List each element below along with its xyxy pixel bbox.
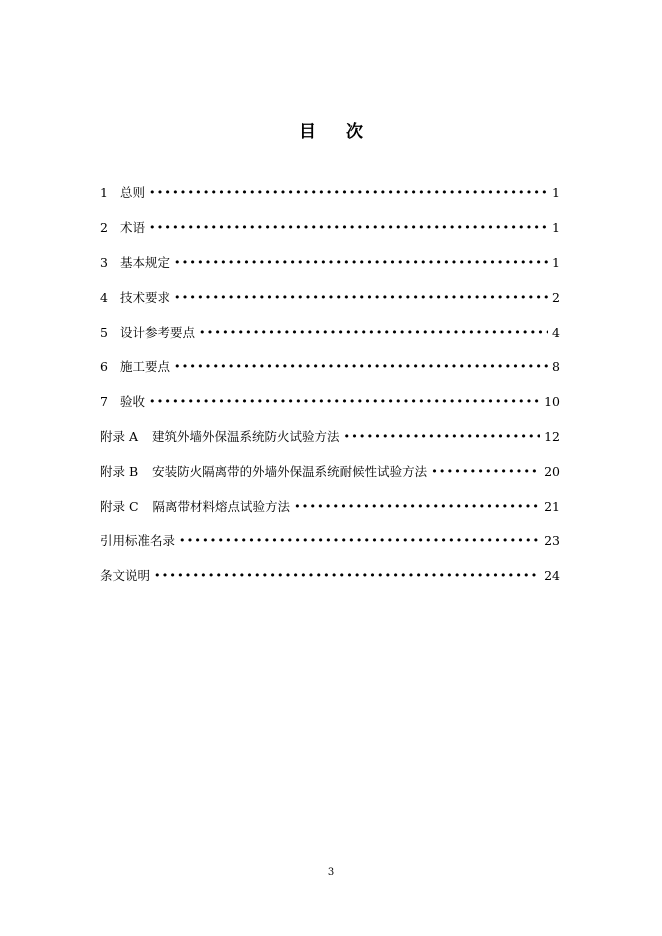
- toc-entry-page: 21: [544, 498, 560, 514]
- toc-entry-label: [100, 358, 170, 376]
- toc-entry-number: 附录 A: [100, 428, 139, 444]
- toc-entry-appendix-b[interactable]: [100, 454, 560, 489]
- toc-entry-text: 施工要点: [120, 359, 171, 375]
- toc-entry-3[interactable]: [100, 246, 560, 281]
- toc-entry-text: 建筑外墙外保温系统防火试验方法: [152, 428, 340, 444]
- toc-entry-text: 条文说明: [100, 568, 151, 584]
- toc-entry-number: 6: [100, 359, 108, 375]
- toc-entry-text: 验收: [120, 394, 146, 410]
- toc-entry-label: [100, 498, 290, 516]
- dot-leader: [174, 358, 548, 376]
- dot-leader: [149, 393, 540, 411]
- toc-entry-label: [100, 184, 145, 202]
- dot-leader: [344, 428, 541, 446]
- toc-entry-text: 总则: [120, 185, 146, 201]
- dot-leader: [149, 184, 548, 202]
- toc-entry-page: 12: [544, 428, 560, 444]
- toc-entry-appendix-c[interactable]: [100, 489, 560, 524]
- dot-leader: [294, 498, 540, 516]
- toc-entry-4[interactable]: [100, 280, 560, 315]
- toc-entry-5[interactable]: [100, 315, 560, 350]
- toc-entry-number: 附录 B: [100, 463, 139, 479]
- dot-leader: [431, 463, 540, 481]
- toc-entry-label: [100, 532, 175, 550]
- toc-entry-text: 技术要求: [120, 289, 171, 305]
- toc-entry-text: 设计参考要点: [120, 324, 196, 340]
- toc-entry-text: 基本规定: [120, 254, 171, 270]
- toc-entry-label: [100, 428, 340, 446]
- toc-entry-label: [100, 254, 170, 272]
- toc-entry-7[interactable]: [100, 385, 560, 420]
- toc-entry-page: 10: [544, 394, 560, 410]
- toc-entry-text: 引用标准名录: [100, 533, 176, 549]
- toc-entry-label: [100, 567, 150, 585]
- dot-leader: [199, 324, 548, 342]
- dot-leader: [174, 289, 548, 307]
- toc-entry-2[interactable]: [100, 211, 560, 246]
- toc-entry-number: 3: [100, 254, 108, 270]
- toc-entry-label: [100, 324, 195, 342]
- toc-entry-page: 8: [552, 359, 560, 375]
- toc-entry-label: [100, 463, 427, 481]
- toc-entry-label: [100, 219, 145, 237]
- toc-entry-number: 4: [100, 289, 108, 305]
- toc-entry-page: 4: [552, 324, 560, 340]
- toc-entry-page: 1: [552, 220, 560, 236]
- toc-entry-explanation[interactable]: [100, 559, 560, 594]
- toc-entry-number: 7: [100, 394, 108, 410]
- dot-leader: [174, 254, 548, 272]
- dot-leader: [154, 567, 540, 585]
- toc-entry-1[interactable]: [100, 176, 560, 211]
- toc-entry-number: 2: [100, 220, 108, 236]
- toc-entry-number: 1: [100, 185, 108, 201]
- toc-entry-6[interactable]: [100, 350, 560, 385]
- toc-entry-text: 术语: [120, 220, 146, 236]
- toc-entry-text: 安装防火隔离带的外墙外保温系统耐候性试验方法: [152, 463, 428, 479]
- table-of-contents: [100, 176, 560, 594]
- toc-entry-page: 1: [552, 254, 560, 270]
- toc-entry-label: [100, 289, 170, 307]
- dot-leader: [179, 532, 540, 550]
- toc-entry-appendix-a[interactable]: [100, 420, 560, 455]
- toc-entry-referenced-standards[interactable]: [100, 524, 560, 559]
- toc-entry-number: 5: [100, 324, 108, 340]
- page-title: 目 次: [299, 122, 375, 142]
- toc-entry-page: 20: [544, 463, 560, 479]
- toc-entry-page: 2: [552, 289, 560, 305]
- toc-entry-page: 23: [544, 533, 560, 549]
- toc-entry-text: 隔离带材料熔点试验方法: [152, 498, 291, 514]
- toc-entry-label: [100, 393, 145, 411]
- toc-entry-page: 1: [552, 185, 560, 201]
- toc-entry-number: 附录 C: [100, 498, 139, 514]
- dot-leader: [149, 219, 548, 237]
- toc-entry-page: 24: [544, 568, 560, 584]
- page-number: 3: [327, 867, 335, 878]
